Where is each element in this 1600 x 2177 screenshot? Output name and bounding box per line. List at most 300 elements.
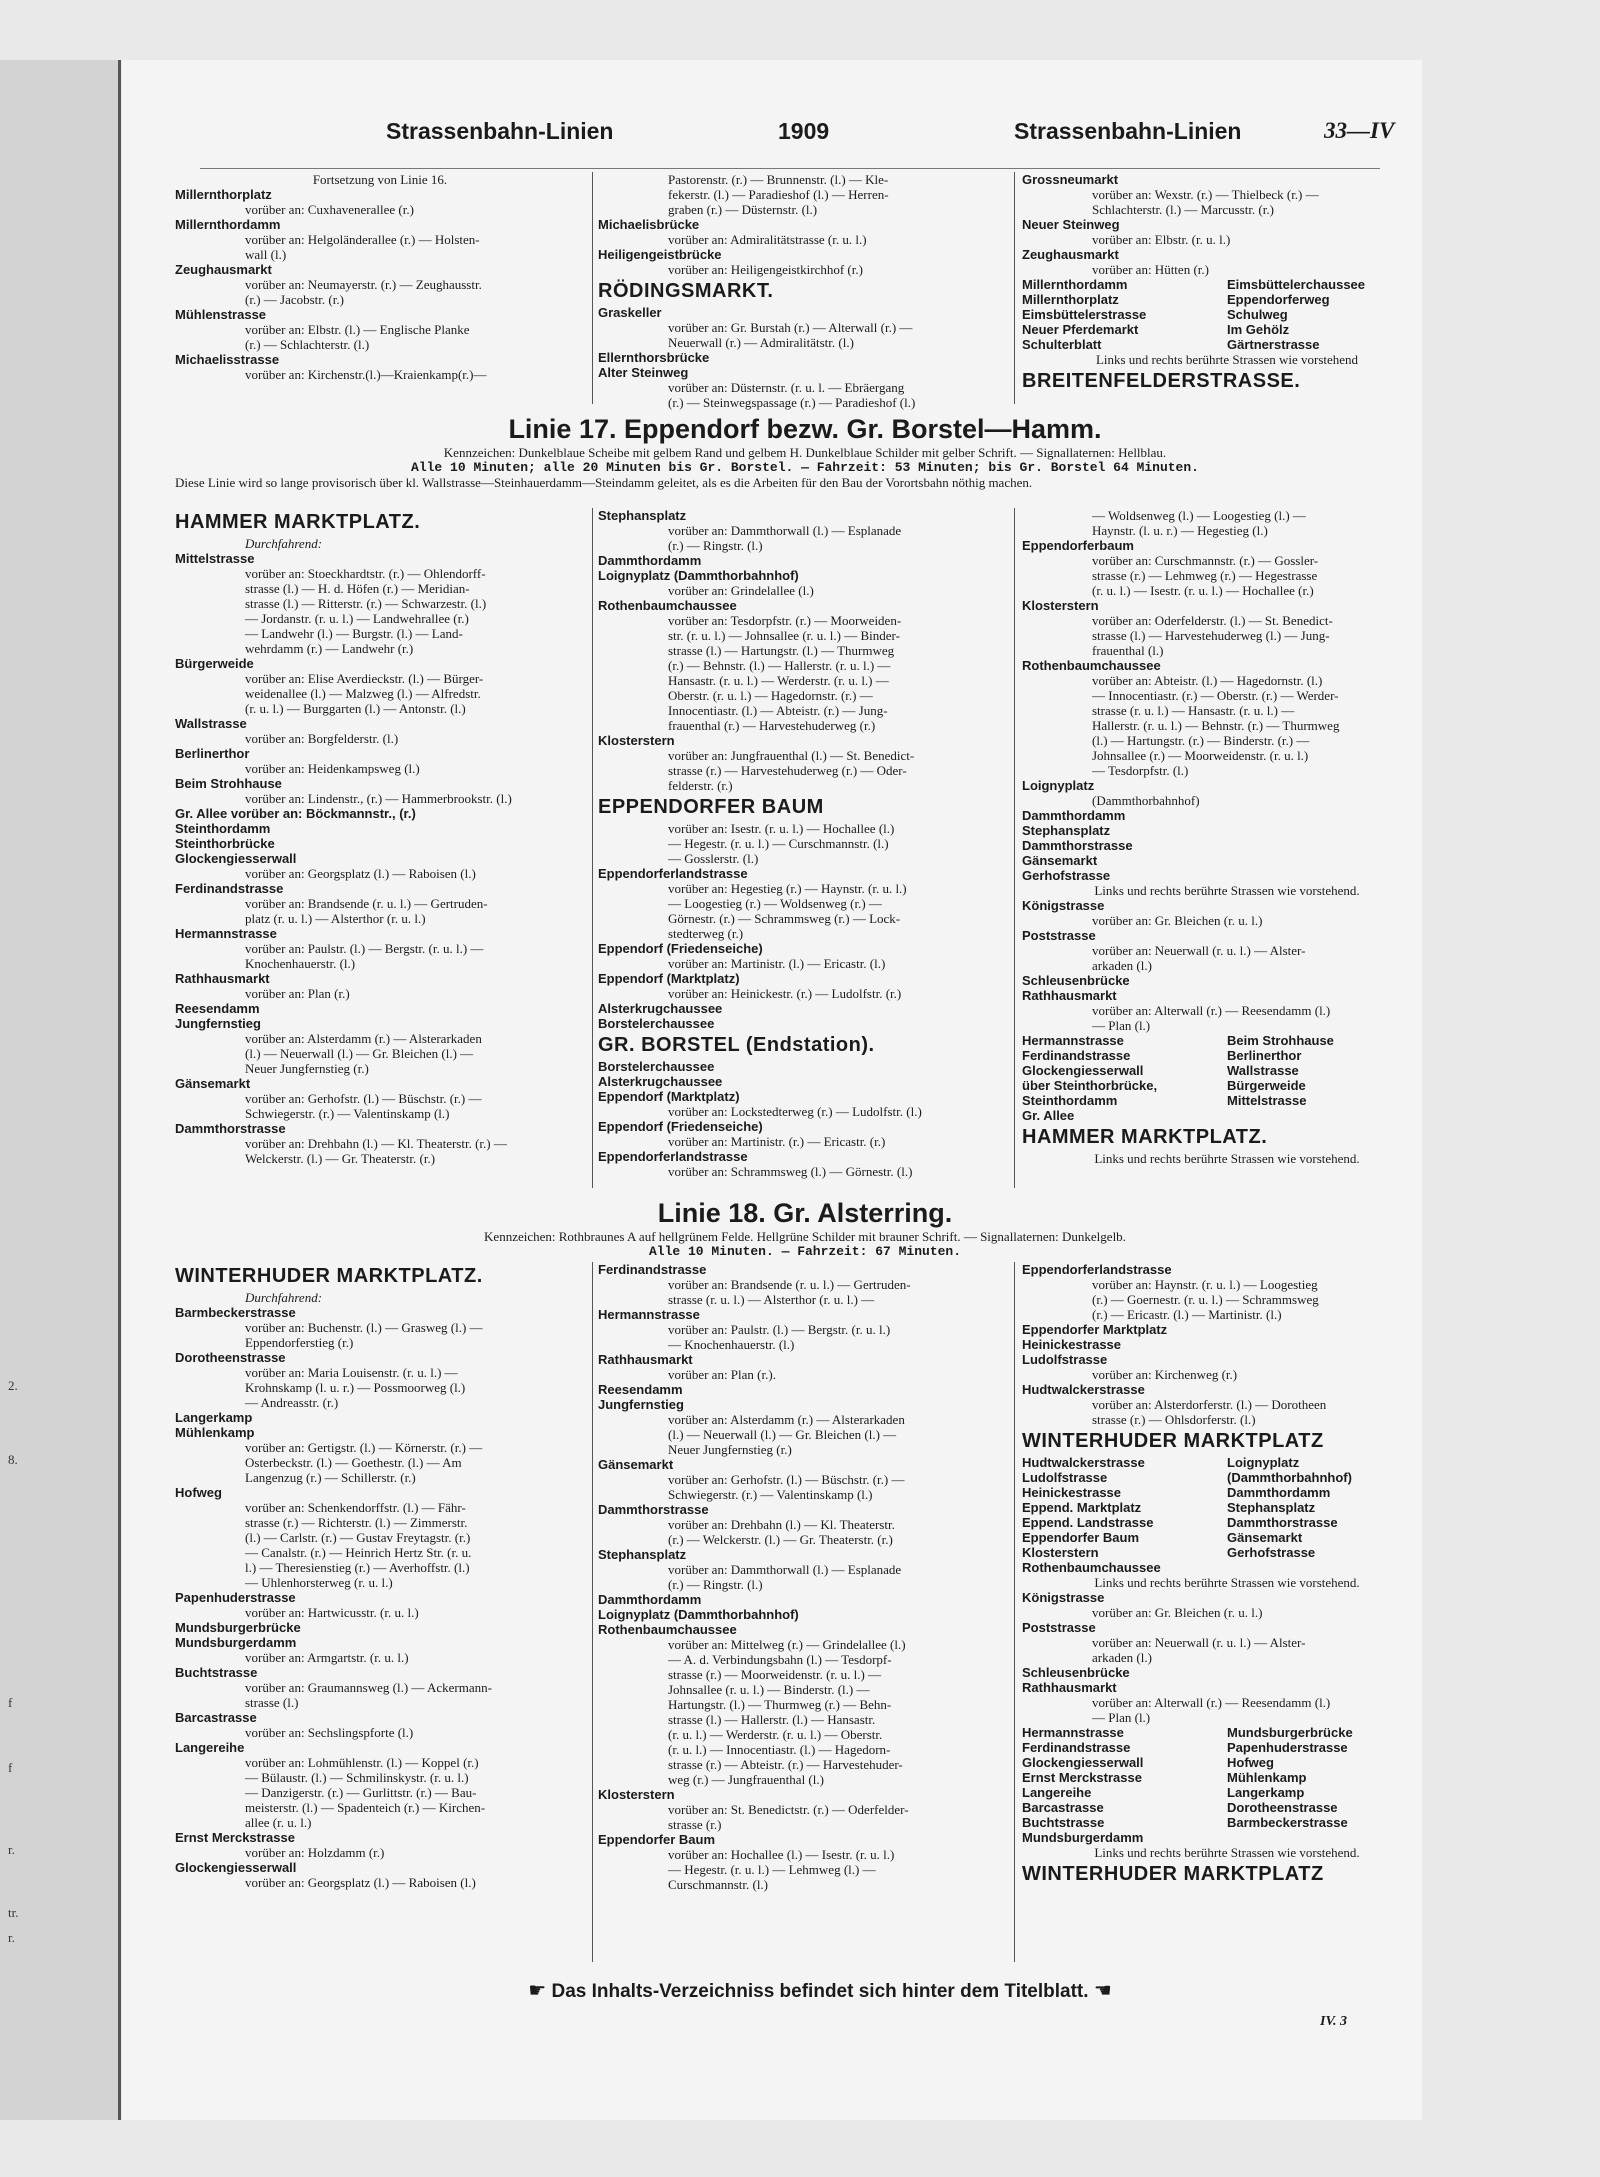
passing-streets: vorüber an: Lindenstr., (r.) — Hammerbrookstr. (l.) bbox=[245, 791, 512, 806]
passing-streets: vorüber an: Hartwicusstr. (r. u. l.) bbox=[245, 1605, 419, 1620]
stop-name: Eppendorferbaum bbox=[1022, 538, 1134, 553]
stop-name: Barmbeckerstrasse bbox=[175, 1305, 296, 1320]
passing-streets: arkaden (l.) bbox=[1092, 1650, 1152, 1665]
passing-streets: vorüber an: Gr. Bleichen (r. u. l.) bbox=[1092, 1605, 1263, 1620]
passing-streets: vorüber an: Neuerwall (r. u. l.) — Alster- bbox=[1092, 1635, 1306, 1650]
stop-name: Hermannstrasse bbox=[175, 926, 277, 941]
passing-streets: strasse (l.) — Ritterstr. (r.) — Schwarzestr. (l.) bbox=[245, 596, 487, 611]
passing-streets: vorüber an: Hochallee (l.) — Isestr. (r. u. l.) bbox=[668, 1847, 895, 1862]
passing-streets: vorüber an: Heidenkampsweg (l.) bbox=[245, 761, 420, 776]
passing-streets: vorüber an: Gr. Bleichen (r. u. l.) bbox=[1092, 913, 1263, 928]
passing-streets: strasse (l.) — H. d. Höfen (r.) — Meridian- bbox=[245, 581, 470, 596]
passing-streets: strasse (r.) — Abteistr. (r.) — Harvestehuder- bbox=[668, 1757, 903, 1772]
stop-name: Dammthordamm bbox=[598, 553, 702, 568]
passing-streets: meisterstr. (l.) — Spadenteich (r.) — Kirchen- bbox=[245, 1800, 486, 1815]
passing-streets: — Plan (l.) bbox=[1092, 1710, 1151, 1725]
stop-name: Gänsemarkt bbox=[1227, 1530, 1303, 1545]
stop-name: Eppend. Marktplatz bbox=[1022, 1500, 1142, 1515]
passing-streets: vorüber an: Buchenstr. (l.) — Grasweg (l.) — bbox=[245, 1320, 483, 1335]
pointing-hand-icon: ☚ bbox=[1093, 1980, 1112, 2002]
passing-streets: — Bülaustr. (l.) — Schmilinskystr. (r. u. l.) bbox=[245, 1770, 469, 1785]
passing-streets: Neuer Jungfernstieg (r.) bbox=[668, 1442, 792, 1457]
passing-streets: — Knochenhauerstr. (l.) bbox=[668, 1337, 795, 1352]
passing-streets: vorüber an: Heinickestr. (r.) — Ludolfstr. (r.) bbox=[668, 986, 902, 1001]
passing-streets: vorüber an: Plan (r.). bbox=[668, 1367, 776, 1382]
passing-streets: l.) — Theresienstieg (r.) — Averhoffstr. (l.) bbox=[245, 1560, 470, 1575]
passing-streets: — Plan (l.) bbox=[1092, 1018, 1151, 1033]
stop-name: Eppendorferweg bbox=[1227, 292, 1330, 307]
stop-name: Eppend. Landstrasse bbox=[1022, 1515, 1154, 1530]
passing-streets: vorüber an: Schenkendorffstr. (l.) — Fähr- bbox=[245, 1500, 466, 1515]
passing-streets: (l.) — Carlstr. (r.) — Gustav Freytagstr. (r.) bbox=[245, 1530, 471, 1545]
note-line: Links und rechts berührte Strassen wie vorstehend. bbox=[1094, 1151, 1360, 1166]
stop-name: Eppendorf (Marktplatz) bbox=[598, 1089, 740, 1104]
passing-streets: Osterbeckstr. (l.) — Goethestr. (l.) — Am bbox=[245, 1455, 462, 1470]
stop-name: Heinickestrasse bbox=[1022, 1337, 1122, 1352]
passing-streets: vorüber an: Alterwall (r.) — Reesendamm (l.) bbox=[1092, 1003, 1331, 1018]
stop-name: Eppendorf (Friedenseiche) bbox=[598, 941, 763, 956]
passing-streets: Schlachterstr. (l.) — Marcusstr. (r.) bbox=[1092, 202, 1274, 217]
stop-name: Schulweg bbox=[1227, 307, 1288, 322]
passing-streets: — Hegestr. (r. u. l.) — Curschmannstr. (l.) bbox=[668, 836, 889, 851]
linie18-col-1 bbox=[175, 1262, 585, 1890]
stop-name: Rathhausmarkt bbox=[1022, 988, 1117, 1003]
stop-name: Eimsbüttelerstrasse bbox=[1022, 307, 1147, 322]
passing-streets: vorüber an: Gertigstr. (l.) — Körnerstr. (r.) — bbox=[245, 1440, 483, 1455]
stop-name: Hofweg bbox=[1227, 1755, 1274, 1770]
passing-streets: vorüber an: Admiralitätstrasse (r. u. l.) bbox=[668, 232, 867, 247]
passing-streets: Neuer Jungfernstieg (r.) bbox=[245, 1061, 369, 1076]
passing-streets: vorüber an: Hütten (r.) bbox=[1092, 262, 1209, 277]
stop-name: Hermannstrasse bbox=[1022, 1725, 1124, 1740]
stop-name: Beim Strohhause bbox=[175, 776, 282, 791]
binding-mark: tr. bbox=[8, 1905, 19, 1920]
stop-name: Gänsemarkt bbox=[1022, 853, 1098, 868]
passing-streets: vorüber an: Kirchenstr.(l.)—Kraienkamp(r.)— bbox=[245, 367, 487, 382]
passing-streets: vorüber an: Abteistr. (l.) — Hagedornstr. (l.) bbox=[1092, 673, 1323, 688]
passing-streets: Eppendorferstieg (r.) bbox=[245, 1335, 354, 1350]
binding-mark: r. bbox=[8, 1930, 15, 1945]
stop-name: Ferdinandstrasse bbox=[175, 881, 284, 896]
passing-streets: vorüber an: Elise Averdieckstr. (l.) — Bürger- bbox=[245, 671, 484, 686]
passing-streets: weg (r.) — Jungfrauenthal (l.) bbox=[668, 1772, 824, 1787]
passing-streets: vorüber an: Gr. Burstah (r.) — Alterwall (r.) — bbox=[668, 320, 913, 335]
passing-streets: vorüber an: Maria Louisenstr. (r. u. l.) — bbox=[245, 1365, 458, 1380]
stop-name: Königstrasse bbox=[1022, 898, 1105, 913]
binding-mark: 8. bbox=[8, 1452, 18, 1467]
stop-name: Steinthordamm bbox=[175, 821, 271, 836]
stop-name: Mundsburgerdamm bbox=[175, 1635, 297, 1650]
stop-name: Rathhausmarkt bbox=[1022, 1680, 1117, 1695]
passing-streets: vorüber an: Paulstr. (l.) — Bergstr. (r. u. l.) bbox=[668, 1322, 891, 1337]
column-rule bbox=[592, 508, 593, 1188]
stop-name: Barcastrasse bbox=[1022, 1800, 1104, 1815]
passing-streets: — Innocentiastr. (r.) — Oberstr. (r.) — Werder- bbox=[1092, 688, 1339, 703]
passing-streets: Langenzug (r.) — Schillerstr. (r.) bbox=[245, 1470, 416, 1485]
stop-name: Stephansplatz bbox=[1022, 823, 1111, 838]
stop-name: Millernthordamm bbox=[175, 217, 281, 232]
header-left-title: Strassenbahn-Linien bbox=[386, 118, 614, 144]
passing-streets: (r.) — Ringstr. (l.) bbox=[668, 1577, 763, 1592]
passing-streets: vorüber an: Paulstr. (l.) — Bergstr. (r. u. l.) — bbox=[245, 941, 484, 956]
stop-name: Borstelerchaussee bbox=[598, 1016, 715, 1031]
passing-streets: vorüber an: Alsterdorferstr. (l.) — Dorotheen bbox=[1092, 1397, 1327, 1412]
header-rule bbox=[200, 168, 1380, 169]
passing-streets: (r. u. l.) — Werderstr. (r. u. l.) — Oberstr. bbox=[668, 1727, 883, 1742]
passing-streets: Johnsallee (r.) — Moorweidenstr. (r. u. l.) bbox=[1092, 748, 1309, 763]
passing-streets: — Danzigerstr. (r.) — Gurlittstr. (r.) — Bau- bbox=[245, 1785, 477, 1800]
passing-streets: (r.) — Steinwegspassage (r.) — Paradieshof (l.) bbox=[668, 395, 916, 410]
footnote bbox=[430, 1978, 1210, 2003]
footnote-text: Das Inhalts-Verzeichniss befindet sich hinter dem Titelblatt. bbox=[551, 1981, 1089, 2002]
note-line: Links und rechts berührte Strassen wie vorstehend. bbox=[1094, 1575, 1360, 1590]
binding-mark: f bbox=[8, 1695, 13, 1710]
passing-streets: Haynstr. (l. u. r.) — Hegestieg (l.) bbox=[1092, 523, 1268, 538]
passing-streets: vorüber an: Plan (r.) bbox=[245, 986, 350, 1001]
stop-name: Langerkamp bbox=[175, 1410, 253, 1425]
stop-name: Ludolfstrasse bbox=[1022, 1470, 1108, 1485]
stop-name: Buchtstrasse bbox=[1022, 1815, 1105, 1830]
stop-name: Ernst Merckstrasse bbox=[1022, 1770, 1142, 1785]
passing-streets: (r. u. l.) — Innocentiastr. (l.) — Hagedorn- bbox=[668, 1742, 891, 1757]
passing-streets: — Landwehr (l.) — Burgstr. (l.) — Land- bbox=[245, 626, 463, 641]
binding-mark: r. bbox=[8, 1842, 15, 1857]
passing-streets: vorüber an: Haynstr. (r. u. l.) — Loogestieg bbox=[1092, 1277, 1318, 1292]
note-line: Links und rechts berührte Strassen wie vorstehend. bbox=[1094, 1845, 1360, 1860]
stop-name: Eppendorfer Baum bbox=[1022, 1530, 1140, 1545]
note-line: Links und rechts berührte Strassen wie vorstehend. bbox=[1094, 883, 1360, 898]
passing-streets: vorüber an: Martinistr. (l.) — Ericastr. (l.) bbox=[668, 956, 886, 971]
stop-name: Heiligengeistbrücke bbox=[598, 247, 722, 262]
terminus-name: WINTERHUDER MARKTPLATZ bbox=[1022, 1430, 1324, 1452]
stop-name: Dammthorstrasse bbox=[1227, 1515, 1338, 1530]
linie18-title: Linie 18. Gr. Alsterring. bbox=[657, 1198, 953, 1228]
passing-streets: vorüber an: Graumannsweg (l.) — Ackermann- bbox=[245, 1680, 492, 1695]
stop-name: Hermannstrasse bbox=[598, 1307, 700, 1322]
linie16-col-1 bbox=[175, 172, 585, 382]
passing-streets: vorüber an: Elbstr. (r. u. l.) bbox=[1092, 232, 1231, 247]
passing-streets: Schwiegerstr. (r.) — Valentinskamp (l.) bbox=[245, 1106, 450, 1121]
passing-streets: — Gosslerstr. (l.) bbox=[668, 851, 759, 866]
passing-streets: vorüber an: Curschmannstr. (r.) — Gossler- bbox=[1092, 553, 1319, 568]
passing-streets: wehrdamm (r.) — Landwehr (r.) bbox=[245, 641, 414, 656]
stop-name: Eppendorf (Marktplatz) bbox=[598, 971, 740, 986]
stop-name: Klosterstern bbox=[598, 1787, 675, 1802]
passing-streets: — Loogestieg (r.) — Woldsenweg (r.) — bbox=[668, 896, 882, 911]
column-rule bbox=[592, 172, 593, 404]
stop-name: Zeughausmarkt bbox=[175, 262, 272, 277]
passing-streets: (r. u. l.) — Burggarten (l.) — Antonstr. (l.) bbox=[245, 701, 466, 716]
stop-name: Gr. Allee vorüber an: Böckmannstr., (r.) bbox=[175, 806, 416, 821]
passing-streets: vorüber an: Dammthorwall (l.) — Esplanade bbox=[668, 523, 902, 538]
stop-name: Michaelisstrasse bbox=[175, 352, 280, 367]
stop-name: Michaelisbrücke bbox=[598, 217, 700, 232]
stop-name: Stephansplatz bbox=[598, 1547, 687, 1562]
terminus-name: WINTERHUDER MARKTPLATZ bbox=[1022, 1863, 1324, 1885]
passing-streets: vorüber an: Gerhofstr. (l.) — Büschstr. (r.) — bbox=[668, 1472, 905, 1487]
stop-name: Barmbeckerstrasse bbox=[1227, 1815, 1348, 1830]
header-right-title: Strassenbahn-Linien bbox=[1014, 118, 1242, 144]
stop-name: Gr. Allee bbox=[1022, 1108, 1075, 1123]
stop-name: Eimsbüttelerchaussee bbox=[1227, 277, 1366, 292]
stop-name: Graskeller bbox=[598, 305, 662, 320]
stop-name: Barcastrasse bbox=[175, 1710, 257, 1725]
passing-streets: strasse (l.) bbox=[245, 1695, 299, 1710]
linie17-title: Linie 17. Eppendorf bezw. Gr. Borstel—Hamm. bbox=[508, 414, 1102, 444]
passing-streets: strasse (l.) — Hartungstr. (l.) — Thurmweg bbox=[668, 643, 895, 658]
stop-name: Klosterstern bbox=[1022, 598, 1099, 613]
passing-streets: — Canalstr. (r.) — Heinrich Hertz Str. (r. u. bbox=[245, 1545, 472, 1560]
stop-name: Gerhofstrasse bbox=[1227, 1545, 1316, 1560]
passing-streets: vorüber an: Cuxhavenerallee (r.) bbox=[245, 202, 414, 217]
terminus-name: RÖDINGSMARKT. bbox=[598, 280, 774, 302]
stop-name: Heinickestrasse bbox=[1022, 1485, 1122, 1500]
stop-name: Poststrasse bbox=[1022, 1620, 1096, 1635]
stop-name: Dammthordamm bbox=[1227, 1485, 1331, 1500]
passing-streets: strasse (l.) — Hallerstr. (l.) — Hansastr. bbox=[668, 1712, 876, 1727]
binding-mark: 2. bbox=[8, 1378, 18, 1393]
stop-name: Steinthordamm bbox=[1022, 1093, 1118, 1108]
passing-streets: weidenallee (l.) — Malzweg (l.) — Alfredstr. bbox=[245, 686, 481, 701]
stop-name: Glockengiesserwall bbox=[1022, 1755, 1144, 1770]
stop-name: Mühlenkamp bbox=[175, 1425, 255, 1440]
passing-streets: vorüber an: Grindelallee (l.) bbox=[668, 583, 814, 598]
passing-streets: (l.) — Hartungstr. (r.) — Binderstr. (r.) — bbox=[1092, 733, 1310, 748]
stop-name: Mundsburgerbrücke bbox=[1227, 1725, 1353, 1740]
stop-name: Berlinerthor bbox=[1227, 1048, 1302, 1063]
stop-name: Neuer Pferdemarkt bbox=[1022, 322, 1139, 337]
stop-name: Eppendorferlandstrasse bbox=[598, 1149, 748, 1164]
passing-streets: Pastorenstr. (r.) — Brunnenstr. (l.) — Kle- bbox=[668, 172, 889, 187]
stop-name: Rothenbaumchaussee bbox=[598, 598, 737, 613]
stop-name: Loignyplatz bbox=[1227, 1455, 1300, 1470]
passing-streets: (r.) — Jacobstr. (r.) bbox=[245, 292, 344, 307]
stop-name: Alsterkrugchaussee bbox=[598, 1074, 723, 1089]
passing-streets: (r.) — Behnstr. (l.) — Hallerstr. (r. u. l.) — bbox=[668, 658, 891, 673]
passing-streets: vorüber an: Alterwall (r.) — Reesendamm (l.) bbox=[1092, 1695, 1331, 1710]
page-header bbox=[386, 118, 1395, 152]
passing-streets: vorüber an: Georgsplatz (l.) — Raboisen (l.) bbox=[245, 1875, 476, 1890]
passing-streets: vorüber an: Lohmühlenstr. (l.) — Koppel (r.) bbox=[245, 1755, 479, 1770]
stop-name: Rathhausmarkt bbox=[598, 1352, 693, 1367]
passing-streets: vorüber an: Drehbahn (l.) — Kl. Theaterstr. bbox=[668, 1517, 895, 1532]
stop-name: (Dammthorbahnhof) bbox=[1227, 1470, 1352, 1485]
stop-name: Mühlenstrasse bbox=[175, 307, 267, 322]
header-year: 1909 bbox=[778, 118, 830, 144]
stop-name: Millernthordamm bbox=[1022, 277, 1128, 292]
stop-name: Dorotheenstrasse bbox=[175, 1350, 286, 1365]
passing-streets: (r.) — Ericastr. (l.) — Martinistr. (l.) bbox=[1092, 1307, 1282, 1322]
passing-streets: Hallerstr. (r. u. l.) — Behnstr. (r.) — Thurmweg bbox=[1092, 718, 1340, 733]
stop-name: Jungfernstieg bbox=[175, 1016, 261, 1031]
passing-streets: strasse (r.) bbox=[668, 1817, 722, 1832]
stop-name: Ferdinandstrasse bbox=[1022, 1048, 1131, 1063]
stop-name: Hudtwalckerstrasse bbox=[1022, 1455, 1145, 1470]
passing-streets: vorüber an: Brandsende (r. u. l.) — Gertruden- bbox=[245, 896, 488, 911]
linie17-takt: Alle 10 Minuten; alle 20 Minuten bis Gr. Borstel. — Fahrzeit: 53 Minuten; bis Gr. Borstel 64 Minuten. bbox=[411, 460, 1199, 475]
stop-name: Stephansplatz bbox=[598, 508, 687, 523]
stop-name: Papenhuderstrasse bbox=[1227, 1740, 1348, 1755]
passing-streets: vorüber an: Alsterdamm (r.) — Alsterarkaden bbox=[668, 1412, 905, 1427]
stop-name: Beim Strohhause bbox=[1227, 1033, 1334, 1048]
passing-streets: — Hegestr. (r. u. l.) — Lehmweg (l.) — bbox=[668, 1862, 876, 1877]
stop-name: Zeughausmarkt bbox=[1022, 247, 1119, 262]
passing-streets: vorüber an: Georgsplatz (l.) — Raboisen (l.) bbox=[245, 866, 476, 881]
stop-name bbox=[1227, 1830, 1432, 1845]
linie18-kennzeichen: Kennzeichen: Rothbraunes A auf hellgrünem Felde. Hellgrüne Schilder mit brauner Schrift. — Signallaternen: Dunkelgelb. bbox=[484, 1229, 1126, 1244]
passing-streets: strasse (r.) — Richterstr. (l.) — Zimmerstr. bbox=[245, 1515, 468, 1530]
linie18-heading bbox=[175, 1197, 1435, 1259]
stop-grid bbox=[1022, 1033, 1432, 1108]
pointing-hand-icon: ☛ bbox=[528, 1980, 547, 2002]
passing-streets: vorüber an: Martinistr. (r.) — Ericastr. (r.) bbox=[668, 1134, 886, 1149]
passing-streets: (r.) — Schlachterstr. (l.) bbox=[245, 337, 370, 352]
passing-streets: vorüber an: Lockstedterweg (r.) — Ludolfstr. (l.) bbox=[668, 1104, 922, 1119]
terminus-name: GR. BORSTEL (Endstation). bbox=[598, 1034, 875, 1056]
passing-streets: vorüber an: Elbstr. (l.) — Englische Planke bbox=[245, 322, 470, 337]
page-signature-mark: IV. 3 bbox=[1320, 2014, 1347, 2029]
passing-streets: vorüber an: Stoeckhardtstr. (r.) — Ohlendorff- bbox=[245, 566, 486, 581]
passing-streets: Innocentiastr. (l.) — Abteistr. (r.) — Jung- bbox=[668, 703, 888, 718]
passing-streets: Welckerstr. (l.) — Gr. Theaterstr. (r.) bbox=[245, 1151, 436, 1166]
stop-name: Grossneumarkt bbox=[1022, 172, 1119, 187]
stop-name: Rothenbaumchaussee bbox=[598, 1622, 737, 1637]
linie17-heading bbox=[175, 413, 1435, 490]
stop-name: Wallstrasse bbox=[1227, 1063, 1299, 1078]
note-line: Fortsetzung von Linie 16. bbox=[312, 172, 448, 187]
passing-streets: vorüber an: Dammthorwall (l.) — Esplanade bbox=[668, 1562, 902, 1577]
stop-name: Berlinerthor bbox=[175, 746, 250, 761]
stop-name: Alter Steinweg bbox=[598, 365, 689, 380]
passing-streets: vorüber an: Wexstr. (r.) — Thielbeck (r.) — bbox=[1092, 187, 1319, 202]
passing-streets: vorüber an: Sechslingspforte (l.) bbox=[245, 1725, 414, 1740]
stop-name: Ferdinandstrasse bbox=[598, 1262, 707, 1277]
stop-name: über Steinthorbrücke, bbox=[1022, 1078, 1158, 1093]
stop-name: Reesendamm bbox=[175, 1001, 260, 1016]
stop-name: Mittelstrasse bbox=[175, 551, 255, 566]
stop-name: Ellernthorsbrücke bbox=[598, 350, 710, 365]
passing-streets: (r.) — Goernestr. (r. u. l.) — Schrammsweg bbox=[1092, 1292, 1319, 1307]
stop-name: Dorotheenstrasse bbox=[1227, 1800, 1338, 1815]
stop-name: Loignyplatz bbox=[1022, 778, 1095, 793]
linie18-col-2 bbox=[598, 1262, 1008, 1892]
stop-name: Mundsburgerdamm bbox=[1022, 1830, 1144, 1845]
stop-name: Schleusenbrücke bbox=[1022, 973, 1130, 988]
stop-name: Mittelstrasse bbox=[1227, 1093, 1307, 1108]
stop-name: Gerhofstrasse bbox=[1022, 868, 1111, 883]
passing-streets: frauenthal (r.) — Harvestehuderweg (r.) bbox=[668, 718, 876, 733]
passing-streets: vorüber an: Jungfrauenthal (l.) — St. Benedict- bbox=[668, 748, 915, 763]
passing-streets: — A. d. Verbindungsbahn (l.) — Tesdorpf- bbox=[668, 1652, 892, 1667]
header-page-number: 33—IV bbox=[1324, 118, 1395, 143]
terminus-name: HAMMER MARKTPLATZ. bbox=[1022, 1126, 1268, 1148]
linie17-hinweis: Diese Linie wird so lange provisorisch über kl. Wallstrasse—Steinhauerdamm—Steindamm geleitet, als es die Arbeiten für den Bau der Vorortsbahn nöthig machen. bbox=[175, 475, 1033, 490]
passing-streets: frauenthal (l.) bbox=[1092, 643, 1164, 658]
passing-streets: strasse (r.) — Lehmweg (r.) — Hegestrasse bbox=[1092, 568, 1318, 583]
passing-streets: Neuerwall (r.) — Admiralitätstr. (l.) bbox=[668, 335, 854, 350]
stop-name: Ferdinandstrasse bbox=[1022, 1740, 1131, 1755]
stop-name: Königstrasse bbox=[1022, 1590, 1105, 1605]
passing-streets: (r.) — Welckerstr. (l.) — Gr. Theaterstr. (r.) bbox=[668, 1532, 893, 1547]
terminus-name: EPPENDORFER BAUM bbox=[598, 796, 824, 818]
stop-name: Stephansplatz bbox=[1227, 1500, 1316, 1515]
column-rule bbox=[1014, 172, 1015, 404]
stop-name: Dammthordamm bbox=[598, 1592, 702, 1607]
stop-name: Mühlenkamp bbox=[1227, 1770, 1307, 1785]
column-rule bbox=[1014, 508, 1015, 1188]
linie17-col-3 bbox=[1022, 508, 1432, 1166]
passing-streets: (r. u. l.) — Isestr. (r. u. l.) — Hochallee (r.) bbox=[1092, 583, 1314, 598]
stop-name: Klosterstern bbox=[598, 733, 675, 748]
stop-name: Ernst Merckstrasse bbox=[175, 1830, 295, 1845]
stop-name: Klosterstern bbox=[1022, 1545, 1099, 1560]
stop-name: Millernthorplatz bbox=[1022, 292, 1119, 307]
passing-streets: strasse (r. u. l.) — Hansastr. (r. u. l.) — bbox=[1092, 703, 1295, 718]
terminus-name: HAMMER MARKTPLATZ. bbox=[175, 511, 421, 533]
passing-streets: — Woldsenweg (l.) — Loogestieg (l.) — bbox=[1092, 508, 1306, 523]
passing-streets: stedterweg (r.) bbox=[668, 926, 744, 941]
stop-name: Dammthorstrasse bbox=[175, 1121, 286, 1136]
stop-name: Jungfernstieg bbox=[598, 1397, 684, 1412]
stop-name: Bürgerweide bbox=[1227, 1078, 1306, 1093]
passing-streets: vorüber an: Isestr. (r. u. l.) — Hochallee (l.) bbox=[668, 821, 895, 836]
binding-mark: f bbox=[8, 1760, 13, 1775]
stop-name: Eppendorf (Friedenseiche) bbox=[598, 1119, 763, 1134]
passing-streets: vorüber an: Düsternstr. (r. u. l. — Ebräergang bbox=[668, 380, 905, 395]
passing-streets: — Uhlenhorsterweg (r. u. l.) bbox=[245, 1575, 393, 1590]
passing-streets: vorüber an: St. Benedictstr. (r.) — Oderfelder- bbox=[668, 1802, 909, 1817]
stop-grid bbox=[1022, 1725, 1432, 1845]
stop-name: Papenhuderstrasse bbox=[175, 1590, 296, 1605]
stop-name: Bürgerweide bbox=[175, 656, 254, 671]
passing-streets: Oberstr. (r. u. l.) — Hagedornstr. (r.) — bbox=[668, 688, 873, 703]
stop-name: Rathhausmarkt bbox=[175, 971, 270, 986]
passing-streets: (l.) — Neuerwall (l.) — Gr. Bleichen (l.) — bbox=[245, 1046, 474, 1061]
passing-streets: graben (r.) — Düsternstr. (l.) bbox=[668, 202, 818, 217]
passing-streets: arkaden (l.) bbox=[1092, 958, 1152, 973]
stop-name: Borstelerchaussee bbox=[598, 1059, 715, 1074]
passing-streets: fekerstr. (l.) — Paradieshof (l.) — Herren- bbox=[668, 187, 889, 202]
linie18-takt: Alle 10 Minuten. — Fahrzeit: 67 Minuten. bbox=[648, 1244, 962, 1259]
stop-name: Im Gehölz bbox=[1227, 322, 1290, 337]
stop-name: Loignyplatz (Dammthorbahnhof) bbox=[598, 1607, 799, 1622]
passing-streets: strasse (r.) — Harvestehuderweg (r.) — Oder- bbox=[668, 763, 907, 778]
column-rule bbox=[1014, 1262, 1015, 1962]
stop-name: Langereihe bbox=[1022, 1785, 1092, 1800]
stop-name: Neuer Steinweg bbox=[1022, 217, 1120, 232]
passing-streets: vorüber an: Helgoländerallee (r.) — Holsten- bbox=[245, 232, 480, 247]
passing-streets: wall (l.) bbox=[245, 247, 287, 262]
passing-streets: strasse (r.) — Moorweidenstr. (r. u. l.) — bbox=[668, 1667, 882, 1682]
stop-name: Dammthorstrasse bbox=[1022, 838, 1133, 853]
passing-streets: vorüber an: Oderfelderstr. (l.) — St. Benedict- bbox=[1092, 613, 1333, 628]
passing-streets: vorüber an: Drehbahn (l.) — Kl. Theaterstr. (r.) — bbox=[245, 1136, 507, 1151]
passing-streets: strasse (r. u. l.) — Alsterthor (r. u. l.) — bbox=[668, 1292, 875, 1307]
stop-name: Glockengiesserwall bbox=[175, 1860, 297, 1875]
linie16-col-2 bbox=[598, 172, 1008, 410]
passing-streets: vorüber an: Heiligengeistkirchhof (r.) bbox=[668, 262, 863, 277]
section-label: Durchfahrend: bbox=[245, 536, 323, 551]
linie17-col-2 bbox=[598, 508, 1008, 1179]
stop-name: Ludolfstrasse bbox=[1022, 1352, 1108, 1367]
stop-name: Alsterkrugchaussee bbox=[598, 1001, 723, 1016]
stop-name: Eppendorferlandstrasse bbox=[598, 866, 748, 881]
stop-name: Poststrasse bbox=[1022, 928, 1096, 943]
stop-name: Rothenbaumchaussee bbox=[1022, 658, 1161, 673]
stop-name: Eppendorfer Baum bbox=[598, 1832, 716, 1847]
stop-name: Steinthorbrücke bbox=[175, 836, 275, 851]
passing-streets: vorüber an: Holzdamm (r.) bbox=[245, 1845, 385, 1860]
